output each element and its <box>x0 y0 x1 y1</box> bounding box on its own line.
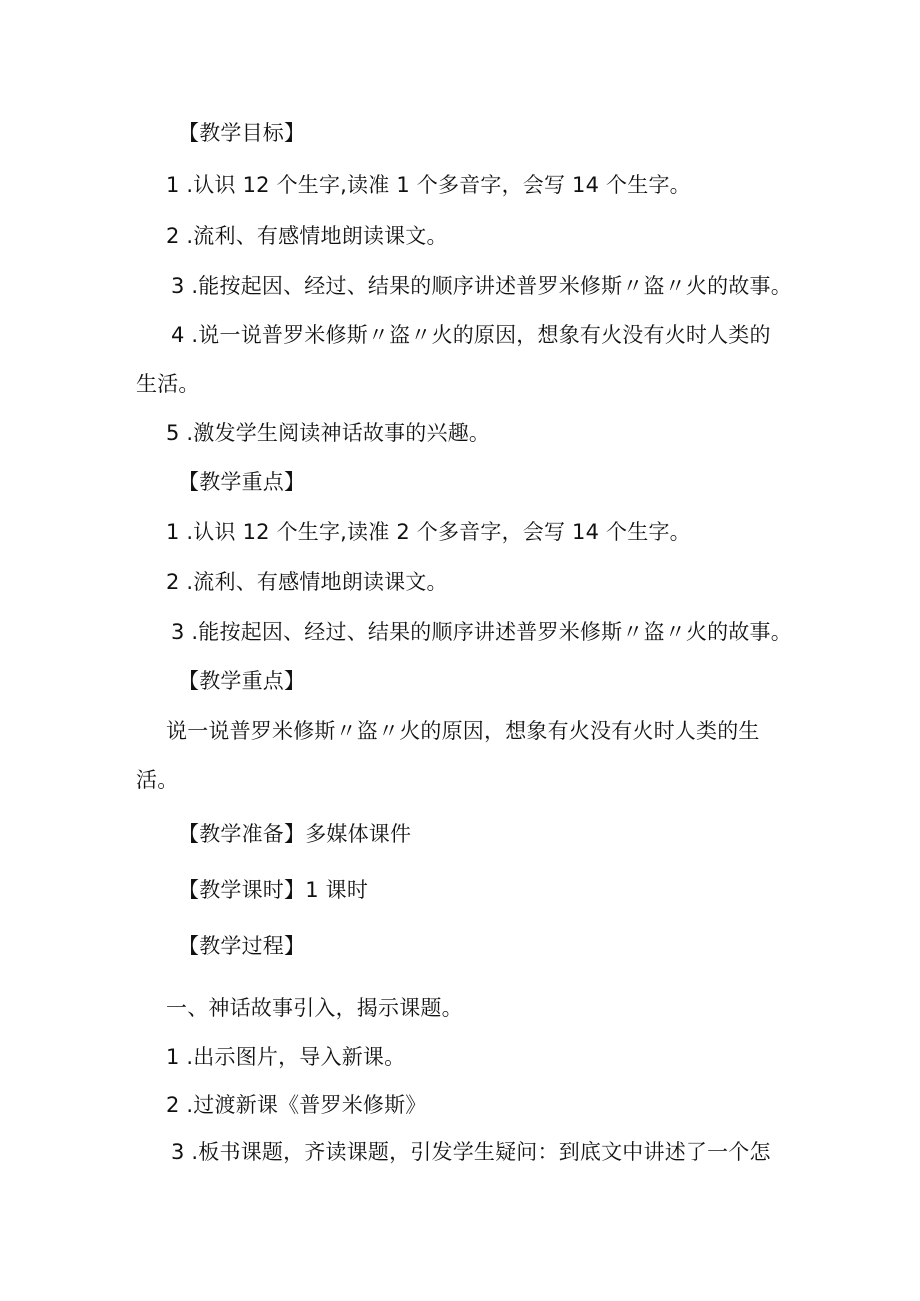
objective-item-4-line-1: 4 .说一说普罗米修斯〃盗〃火的原因，想象有火没有火时人类的 <box>171 323 771 347</box>
key-points-heading: 【教学重点】 <box>178 470 306 494</box>
key-points-2-text-line-1: 说一说普罗米修斯〃盗〃火的原因，想象有火没有火时人类的生 <box>166 719 760 743</box>
objective-item-2: 2 .流利、有感情地朗读课文。 <box>166 224 448 248</box>
objective-item-3: 3 .能按起因、经过、结果的顺序讲述普罗米修斯〃盗〃火的故事。 <box>171 274 792 298</box>
process-step-3: 3 .板书课题，齐读课题，引发学生疑问：到底文中讲述了一个怎 <box>171 1140 771 1164</box>
objective-item-5: 5 .激发学生阅读神话故事的兴趣。 <box>166 421 491 445</box>
process-step-2: 2 .过渡新课《普罗米修斯》 <box>166 1093 427 1117</box>
objectives-heading: 【教学目标】 <box>178 121 306 145</box>
process-step-1: 1 .出示图片，导入新课。 <box>166 1045 406 1069</box>
preparation-line: 【教学准备】多媒体课件 <box>178 822 412 846</box>
process-section-1: 一、神话故事引入，揭示课题。 <box>166 996 463 1020</box>
objective-item-4-line-2: 生活。 <box>136 372 200 396</box>
key-point-item-2: 2 .流利、有感情地朗读课文。 <box>166 570 448 594</box>
key-point-item-1: 1 .认识 12 个生字,读准 2 个多音字，会写 14 个生字。 <box>166 520 691 544</box>
objective-item-1: 1 .认识 12 个生字,读准 1 个多音字，会写 14 个生字。 <box>166 173 691 197</box>
key-points-2-heading: 【教学重点】 <box>178 669 306 693</box>
process-heading: 【教学过程】 <box>178 934 306 958</box>
key-points-2-text-line-2: 活。 <box>136 768 179 792</box>
class-hours-line: 【教学课时】1 课时 <box>178 878 369 902</box>
key-point-item-3: 3 .能按起因、经过、结果的顺序讲述普罗米修斯〃盗〃火的故事。 <box>171 620 792 644</box>
